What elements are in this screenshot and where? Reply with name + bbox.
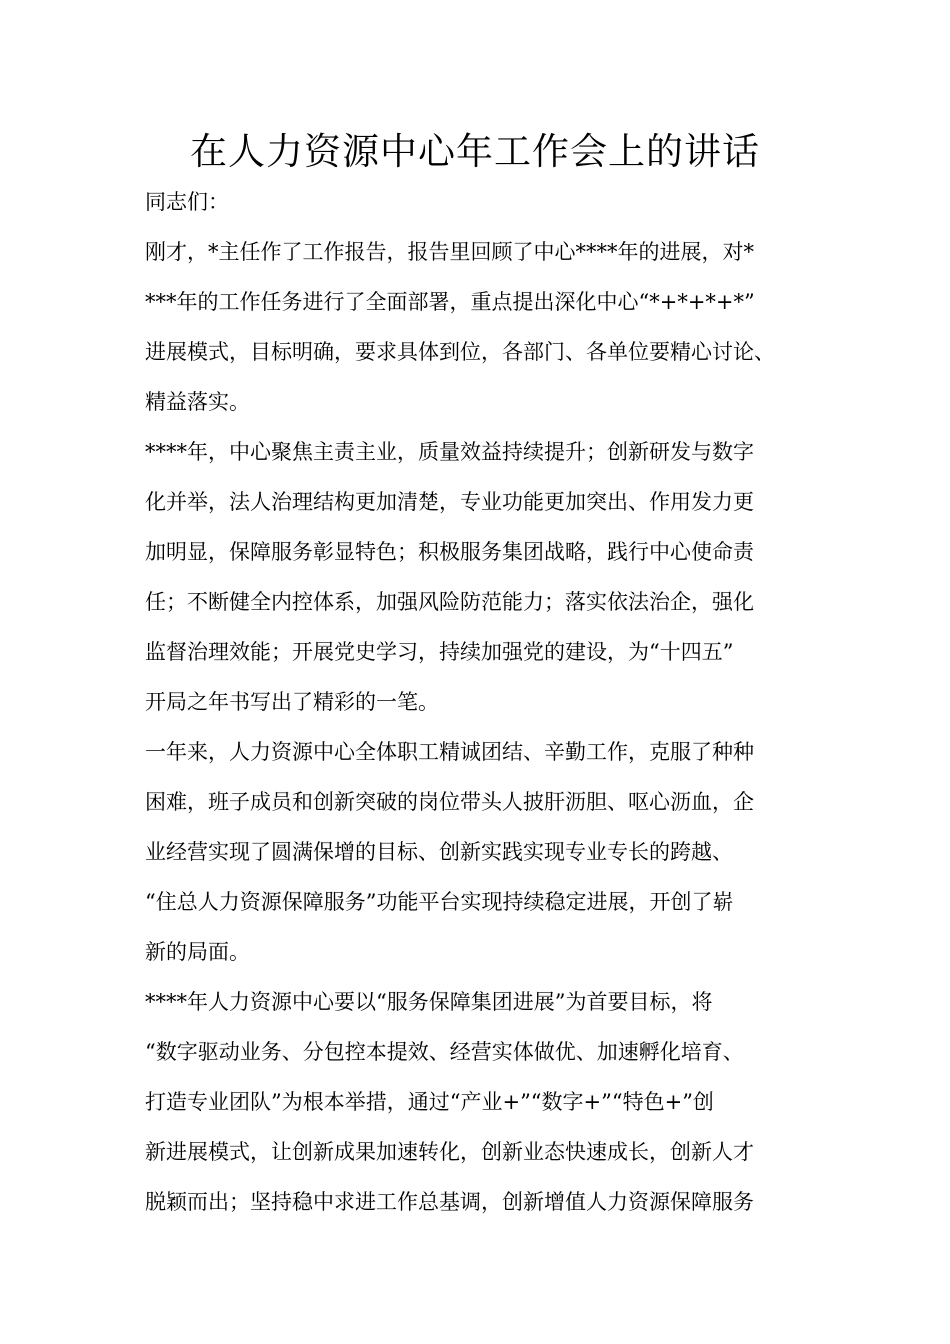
text-line: ****年人力资源中心要以“服务保障集团进展”为首要目标，将	[145, 990, 713, 1014]
text-line: “数字驱动业务、分包控本提效、经营实体做优、加速孵化培育、	[145, 1040, 744, 1064]
text-line: 监督治理效能；开展党史学习，持续加强党的建设，为“十四五”	[145, 640, 734, 664]
text-line: 精益落实。	[145, 390, 250, 414]
text-line: 开局之年书写出了精彩的一笔。	[145, 690, 439, 714]
text-line: 任；不断健全内控体系，加强风险防范能力；落实依法治企，强化	[145, 590, 754, 614]
text-line: ***年的工作任务进行了全面部署，重点提出深化中心“*+*+*+*”	[145, 290, 755, 314]
text-line: ****年，中心聚焦主责主业，质量效益持续提升；创新研发与数字	[145, 440, 754, 464]
text-line: 刚才，*主任作了工作报告，报告里回顾了中心****年的进展，对*	[145, 240, 754, 264]
text-line: 新进展模式，让创新成果加速转化，创新业态快速成长，创新人才	[145, 1140, 754, 1164]
text-line: 一年来，人力资源中心全体职工精诚团结、辛勤工作，克服了种种	[145, 740, 754, 764]
text-line: 化并举，法人治理结构更加清楚，专业功能更加突出、作用发力更	[145, 490, 754, 514]
document-body	[145, 177, 825, 1227]
text-line: 困难，班子成员和创新突破的岗位带头人披肝沥胆、呕心沥血，企	[145, 790, 754, 814]
text-line: 新的局面。	[145, 940, 250, 964]
text-line: 业经营实现了圆满保增的目标、创新实践实现专业专长的跨越、	[145, 840, 733, 864]
text-line: 打造专业团队”为根本举措，通过“产业+”“数字+”“特色+”创	[145, 1090, 714, 1114]
text-line: “住总人力资源保障服务”功能平台实现持续稳定进展，开创了崭	[145, 890, 734, 914]
text-line: 同志们：	[145, 190, 229, 214]
text-line: 脱颖而出；坚持稳中求进工作总基调，创新增值人力资源保障服务	[145, 1190, 754, 1214]
text-line: 进展模式，目标明确，要求具体到位，各部门、各单位要精心讨论、	[145, 340, 775, 364]
document-title: 在人力资源中心年工作会上的讲话	[190, 130, 760, 173]
text-line: 加明显，保障服务彰显特色；积极服务集团战略，践行中心使命责	[145, 540, 754, 564]
